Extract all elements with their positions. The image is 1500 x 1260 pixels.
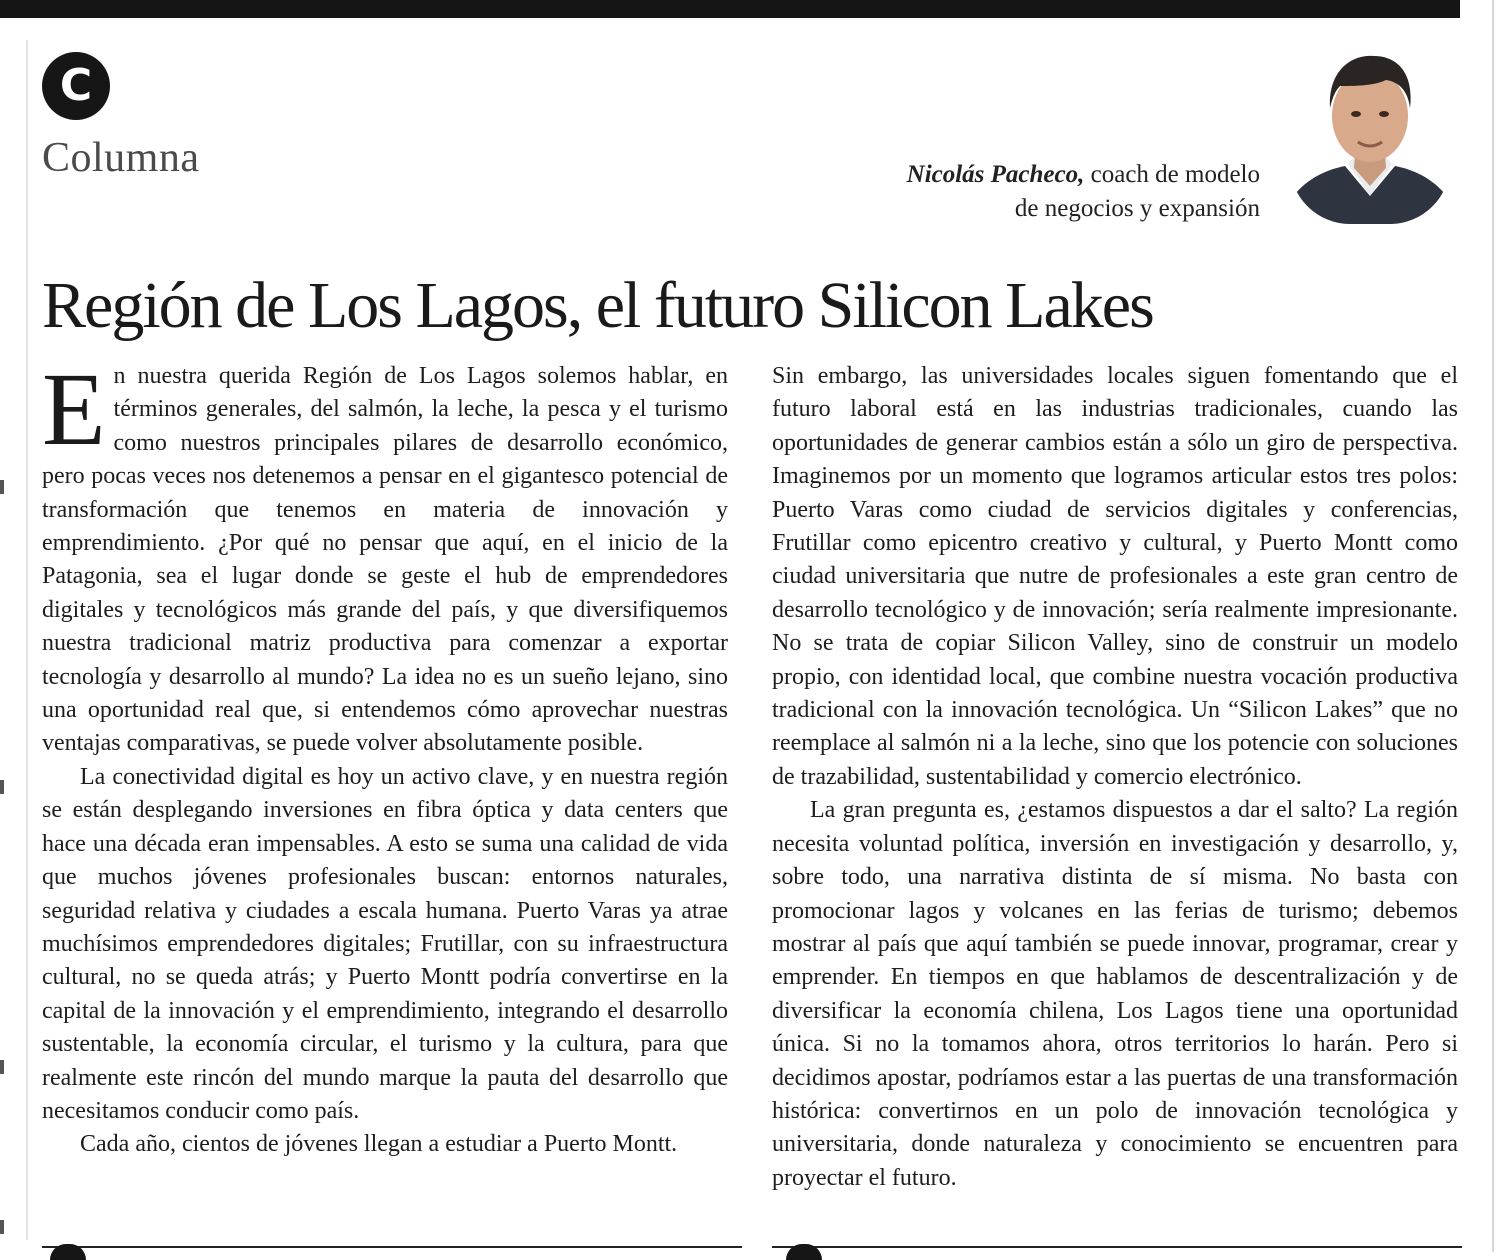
byline-line-1 [907,158,1260,192]
paragraph: La gran pregunta es, ¿estamos dispuestos a dar el salto? La región necesita voluntad política, inversión en investigación y desarrollo, y, sobre todo, una narrativa distinta de sí misma. No basta con promocionar lagos y volcanes en las ferias de turismo; debemos mostrar al país que aquí también se puede innovar, programar, crear y emprender. En tiempos en que hablamos de descentralización y de diversificar la economía chilena, Los Lagos tiene una oportunidad única. Si no la tomamos ahora, otros territorios lo harán. Pero si decidimos apostar, podríamos estar a las puertas de una transformación histórica: convertirnos en un polo de innovación tecnológica y universitaria, donde naturaleza y conocimiento se encuentren para proyectar el futuro. [772,797,1458,1191]
bottom-rule [772,1246,1462,1248]
article-column-right [772,360,1458,1195]
section-label: Columna [42,135,200,181]
paragraph: La conectividad digital es hoy un activo clave, y en nuestra región se están desplegando inversiones en fibra óptica y data centers que hace una década eran impensables. A esto se suma una calidad de vida que muchos jóvenes profesionales buscan: entornos naturales, seguridad relativa y ciudades a escala humana. Puerto Varas ya atrae muchísimos emprendedores digitales; Frutillar, con su infraestructura cultural, no se queda atrás; y Puerto Montt podría convertirse en la capital de la innovación y el emprendimiento, integrando el desarrollo sustentable, la economía circular, el turismo y la cultura, para que realmente este rincón del mundo marque la pauta del desarrollo que necesitamos conducir como país. [42,763,728,1124]
paragraph-text: n nuestra querida Región de Los Lagos solemos hablar, en términos generales, del salmón, la leche, la pesca y el turismo como nuestros principales pilares de desarrollo económico, pero pocas veces nos detenemos a pensar en el gigantesco potencial de transformación que tenemos en materia de innovación y emprendimiento. ¿Por qué no pensar que aquí, en el inicio de la Patagonia, sea el lugar donde se geste el hub de emprendedores digitales y tecnológicos más grande del país, y que diversifiquemos nuestra tradicional matriz productiva para comenzar a exportar tecnología y desarrollo al mundo? La idea no es un sueño lejano, sino una oportunidad real que, si entendemos cómo aprovechar nuestras ventajas comparativas, se puede volver absolutamente posible. [42,363,728,757]
byline-role-2: de negocios y expansión [1014,195,1260,222]
drop-cap: E [42,352,106,467]
byline-author: Nicolás Pacheco, [906,161,1085,188]
byline-role-1: coach de modelo [1084,161,1260,188]
section-badge [42,52,110,120]
right-edge-rule [1492,0,1494,1252]
paragraph: Sin embargo, las universidades locales siguen fomentando que el futuro laboral está en las industrias tradicionales, cuando las oportunidades de generar cambios están a sólo un giro de perspectiva. Imaginemos por un momento que logramos articular estos tres polos: Puerto Varas como ciudad de servicios digitales y conferencias, Frutillar como epicentro creativo y cultural, y Puerto Montt como ciudad universitaria que nutre de profesionales a este gran centro de desarrollo tecnológico y de innovación; sería realmente impresionante. No se trata de copiar Silicon Valley, sino de construir un modelo propio, con identidad local, que combine nuestra vocación productiva tradicional con la innovación tecnológica. Un “Silicon Lakes” que no reemplace al salmón ni a la leche, sino que los potencie con soluciones de trazabilidad, sustentabilidad y comercio electrónico. [772,363,1458,790]
headline: Región de Los Lagos, el futuro Silicon Lakes [42,269,1153,342]
section-badge-letter: C [59,60,93,111]
top-rule [0,0,1460,18]
paragraph [42,352,728,761]
bottom-rule [42,1246,742,1248]
left-margin-rule [26,40,28,1240]
paragraph: Cada año, cientos de jóvenes llegan a estudiar a Puerto Montt. [80,1131,678,1158]
byline [907,158,1260,226]
author-portrait-icon [1290,46,1450,224]
article-column-left [42,352,728,1162]
author-photo [1290,46,1450,224]
